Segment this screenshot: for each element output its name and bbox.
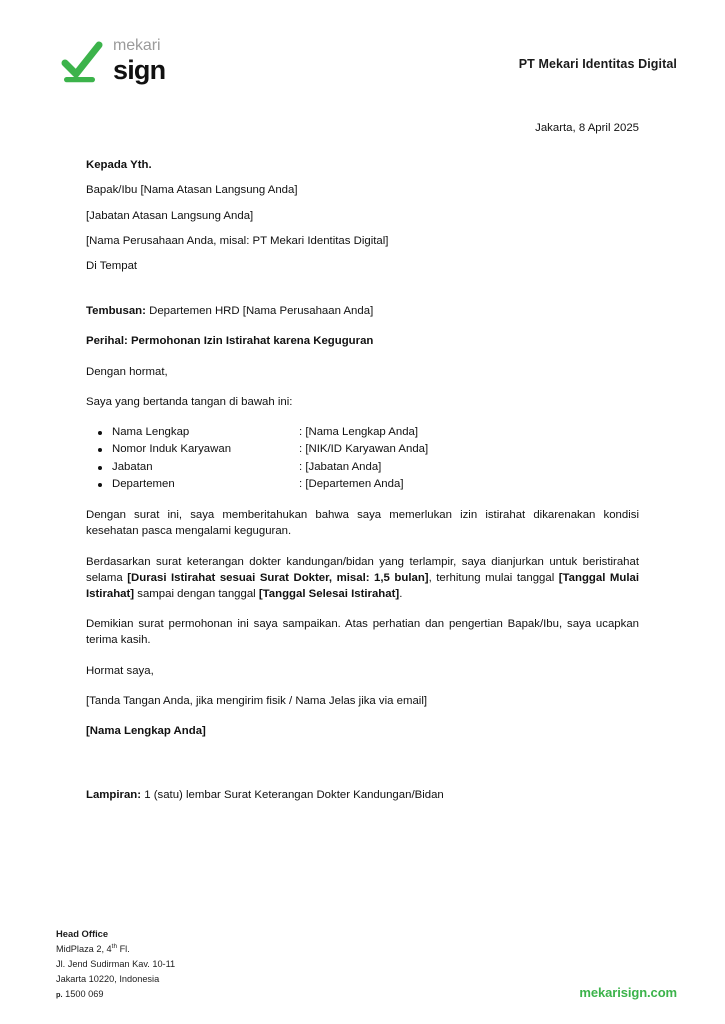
phone-number: 1500 069 (65, 989, 104, 1000)
page-header (60, 38, 677, 98)
list-item (112, 476, 639, 493)
identity-list (86, 424, 639, 493)
paragraph-text: . (399, 587, 403, 600)
identity-value: : [Nama Lengkap Anda] (299, 425, 419, 438)
cc-value: Departemen HRD [Nama Perusahaan Anda] (149, 305, 374, 318)
cc-line (86, 303, 639, 319)
spacer (86, 773, 639, 787)
body-paragraph-1: Dengan surat ini, saya memberitahukan bahwa saya memerlukan izin istirahat dikarenakan kondisi kesehatan pasca mengalami keguguran. (86, 509, 639, 538)
head-office-address (56, 926, 175, 1002)
place-and-date: Jakarta, 8 April 2025 (535, 122, 639, 134)
cc-label: Tembusan: (86, 305, 146, 318)
mekari-sign-logo (60, 38, 165, 86)
intro-line: Saya yang bertanda tangan di bawah ini: (86, 395, 293, 408)
placeholder-tanggal-mulai: [Tanggal Mulai Istirahat] (86, 571, 639, 600)
placeholder-tanggal-selesai: [Tanggal Selesai Istirahat] (258, 587, 400, 600)
green-check-mark-icon (60, 39, 104, 85)
letter-body (86, 120, 639, 803)
address-line-3: Jakarta 10220, Indonesia (56, 974, 160, 985)
identity-label: Departemen (112, 477, 175, 490)
body-paragraph-2 (86, 554, 639, 603)
identity-label: Jabatan (112, 460, 153, 473)
identity-value: : [Jabatan Anda] (299, 460, 382, 473)
page-footer (56, 910, 677, 1002)
signature-placeholder: [Tanda Tangan Anda, jika mengirim fisik / Nama Jelas jika via email] (86, 694, 428, 707)
address-line-2: Jl. Jend Sudirman Kav. 10-11 (56, 959, 176, 970)
paragraph-text: Berdasarkan surat keterangan dokter kandungan/bidan yang terlampir, saya dianjurkan untuk beristirahat selama (86, 555, 639, 584)
attachment-value: 1 (satu) lembar Surat Keterangan Dokter Kandungan/Bidan (144, 789, 444, 802)
office-title: Head Office (56, 928, 109, 940)
identity-label: Nama Lengkap (112, 425, 190, 438)
address-line-1-suffix: Fl. (117, 944, 130, 955)
list-item (112, 459, 639, 476)
recipient-line: [Nama Perusahaan Anda, misal: PT Mekari Identitas Digital] (86, 234, 389, 247)
spacer (86, 753, 639, 773)
greeting: Dengan hormat, (86, 365, 168, 378)
identity-label: Nomor Induk Karyawan (112, 443, 232, 456)
ordinal-suffix: th (111, 943, 118, 951)
list-item (112, 441, 639, 458)
signer-name: [Nama Lengkap Anda] (86, 724, 206, 737)
website-link[interactable]: mekarisign.com (579, 985, 677, 1000)
placeholder-durasi-istirahat: [Durasi Istirahat sesuai Surat Dokter, misal: 1,5 bulan] (127, 571, 429, 584)
closing-paragraph: Demikian surat permohonan ini saya sampaikan. Atas perhatian dan pengertian Bapak/Ibu, saya ucapkan terima kasih. (86, 618, 639, 647)
recipient-line: [Jabatan Atasan Langsung Anda] (86, 209, 254, 222)
spacer (86, 283, 639, 303)
address-line-1 (56, 942, 175, 957)
phone-line (56, 987, 175, 1002)
recipient-line: Bapak/Ibu [Nama Atasan Langsung Anda] (86, 184, 298, 197)
phone-label: p. (56, 990, 63, 1000)
subject-line: Perihal: Permohonan Izin Istirahat karena Keguguran (86, 335, 374, 348)
salutation-heading: Kepada Yth. (86, 159, 152, 172)
logo-word-sign: sign (113, 55, 166, 85)
logo-wordmark (113, 38, 165, 86)
company-name: PT Mekari Identitas Digital (518, 57, 677, 71)
paragraph-text: sampai dengan tanggal (134, 587, 259, 600)
identity-value: : [Departemen Anda] (299, 477, 404, 490)
paragraph-text: , terhitung mulai tanggal (428, 571, 559, 584)
logo-word-mekari: mekari (113, 37, 161, 54)
recipient-line: Di Tempat (86, 259, 138, 272)
address-line-1-text: MidPlaza 2, 4 (56, 944, 112, 955)
list-item (112, 424, 639, 441)
identity-value: : [NIK/ID Karyawan Anda] (299, 443, 429, 456)
attachment-label: Lampiran: (86, 789, 142, 802)
sign-off: Hormat saya, (86, 664, 154, 677)
attachment-line (86, 787, 639, 803)
